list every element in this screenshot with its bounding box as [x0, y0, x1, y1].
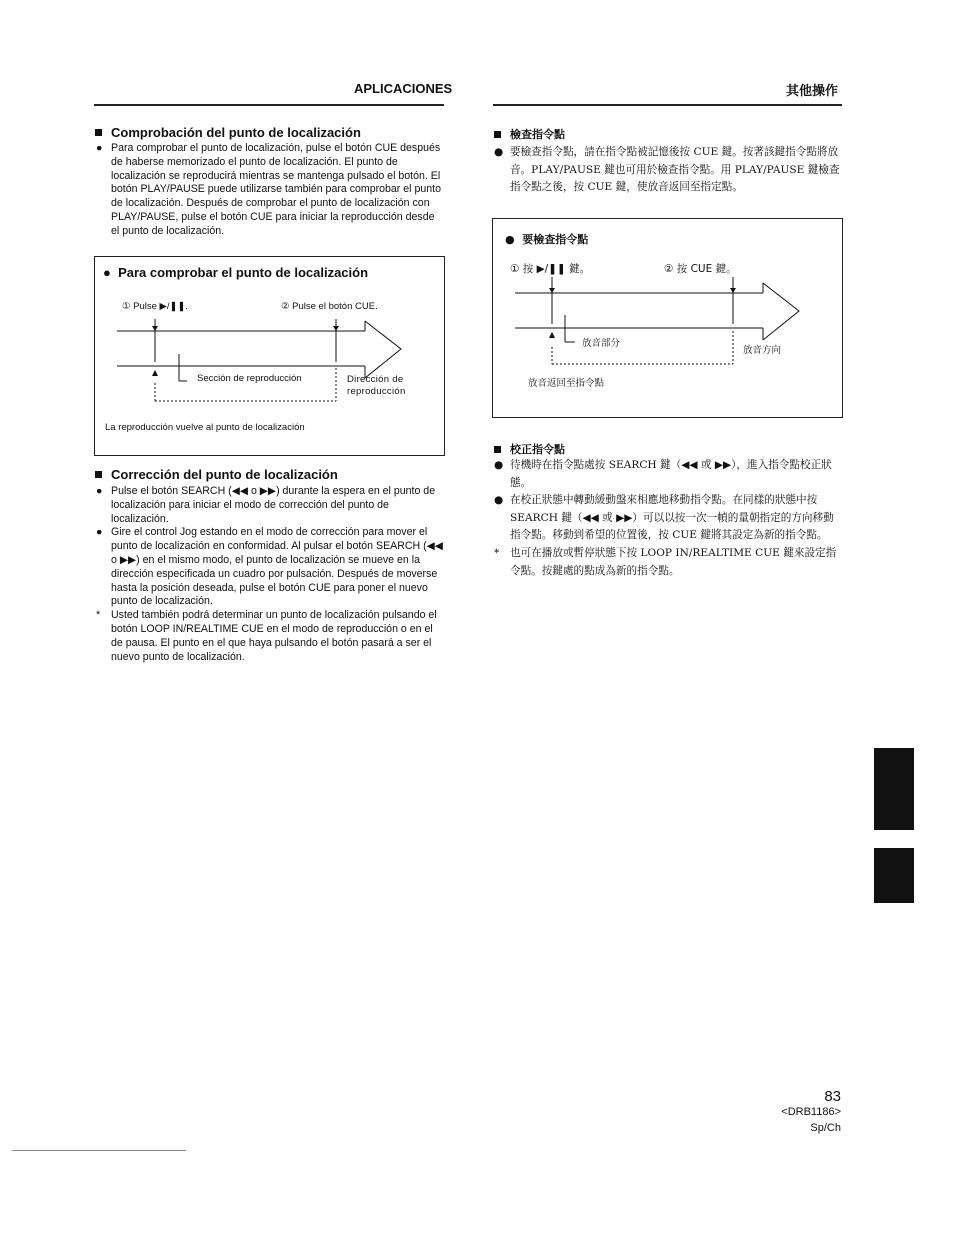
step1-zh: ① 按 ▶/❚❚ 鍵。	[510, 263, 591, 275]
list-item: ● Para comprobar el punto de localización, pulse el botón CUE después de haberse memorizado el punto de localización. El punto de localización se reproducirá mientras se mantenga pulsado el botón. El botón PLAY/PAUSE puede utilizarse también para comprobar el punto de localización. Después de comprobar el punto de localización con PLAY/PAUSE, pulse el botón CUE para iniciar la reproducción desde el punto de localización.	[96, 142, 441, 237]
footer-rule	[12, 1150, 186, 1151]
arrow-down-icon	[549, 288, 555, 293]
bullet-icon: ●	[96, 526, 103, 539]
page-number: 83	[824, 1088, 841, 1105]
diagram-box-zh	[492, 218, 843, 418]
correct-list-es	[94, 485, 445, 664]
list-item: ● 要檢查指令點，請在指令點被記憶後按 CUE 鍵。按著該鍵指令點將放音。PLAY/PAUSE 鍵也可用於檢查指令點。用 PLAY/PAUSE 鍵檢查指令點之後，按 CUE 鍵，使放音返回至指定點。	[494, 146, 840, 194]
step1-es: ① Pulse ▶/❚❚.	[122, 301, 189, 312]
asterisk-bullet-icon: *	[494, 546, 500, 559]
square-bullet-icon	[95, 471, 102, 478]
diagram-box-es	[94, 256, 445, 456]
square-bullet-icon	[95, 129, 102, 136]
square-bullet-icon	[494, 131, 501, 138]
asterisk-bullet-icon: *	[96, 609, 101, 622]
header-rule-left	[94, 104, 444, 106]
section-label-zh: 放音部分	[582, 338, 621, 349]
step2-zh: ② 按 CUE 鍵。	[664, 263, 737, 275]
bullet-icon: ●	[505, 233, 523, 246]
check-list-zh	[492, 144, 844, 197]
list-item: * Usted también podrá determinar un punto de localización pulsando el botón LOOP IN/REALTIME CUE en el modo de reproducción o en el de pausa. El punto en el que haya pulsando el botón pasará a ser el nuevo punto de localización.	[96, 609, 437, 663]
header-zh: 其他操作	[786, 84, 839, 99]
header-rule-right	[493, 104, 842, 106]
direction-label-es: Dirección de reproducción	[347, 374, 406, 397]
bullet-icon: ●	[494, 494, 504, 507]
side-tab-marker-bottom	[874, 848, 914, 903]
list-item: ● 在校正狀態中轉動緩動盤來相應地移動指令點。在同樣的狀態中按 SEARCH 鍵（◀◀ 或 ▶▶）可以以按一次一幀的量朝指定的方向移動指令點。移動到希望的位置後，按 CUE 鍵將其設定為新的指令點。	[494, 494, 834, 542]
list-item: * 也可在播放或暫停狀態下按 LOOP IN/REALTIME CUE 鍵來設定指令點。按鍵處的點成為新的指令點。	[494, 546, 837, 577]
bullet-icon: ●	[96, 142, 103, 154]
diagram-title-zh: ● 要檢查指令點	[505, 233, 589, 246]
document-code: <DRB1186>	[781, 1106, 841, 1118]
check-title-es-text: Comprobación del punto de localización	[111, 125, 361, 140]
bullet-icon: ●	[494, 459, 504, 471]
arrow-up-icon	[549, 332, 555, 338]
arrow-up-icon	[152, 370, 158, 376]
check-title-es	[95, 125, 361, 140]
step2-es: ② Pulse el botón CUE.	[281, 301, 378, 312]
list-item: ● Gire el control Jog estando en el modo de corrección para mover el punto de localización en conformidad. Al pulsar el botón SEARCH (◀◀ o ▶▶) en el mismo modo, el punto de localización se mueve en la dirección especificada un cuadro por pulsación. Después de moverse hasta la posición deseada, pulse el botón CUE para poner el nuevo punto de localización.	[96, 526, 443, 608]
bullet-icon: ●	[494, 146, 504, 158]
list-item: ● Pulse el botón SEARCH (◀◀ o ▶▶) durante la espera en el punto de localización para iniciar el modo de corrección del punto de localización.	[96, 485, 436, 525]
diagram-title-es: ● Para comprobar el punto de localización	[103, 265, 369, 280]
check-title-zh: 檢查指令點	[494, 126, 565, 142]
correct-title-es: Corrección del punto de localización	[95, 467, 338, 482]
correct-list-zh	[492, 457, 844, 580]
check-list-es	[94, 142, 445, 239]
arrow-down-icon	[333, 326, 339, 331]
diagram-caption-zh: 放音返回至指令點	[528, 378, 605, 389]
arrow-down-icon	[152, 326, 158, 331]
correct-title-zh: 校正指令點	[494, 441, 565, 457]
list-item: ● 待機時在指令點處按 SEARCH 鍵（◀◀ 或 ▶▶），進入指令點校正狀態。	[494, 459, 832, 489]
language-code: Sp/Ch	[810, 1122, 841, 1134]
diagram-caption-es: La reproducción vuelve al punto de localización	[105, 422, 305, 433]
direction-label-zh: 放音方向	[743, 345, 782, 356]
bullet-icon: ●	[96, 485, 103, 497]
section-label-es: Sección de reproducción	[197, 373, 302, 384]
side-tab-marker-top	[874, 748, 914, 830]
square-bullet-icon	[494, 446, 501, 453]
bullet-icon: ●	[103, 265, 119, 280]
arrow-down-icon	[730, 288, 736, 293]
header-es: APLICACIONES	[354, 81, 453, 96]
